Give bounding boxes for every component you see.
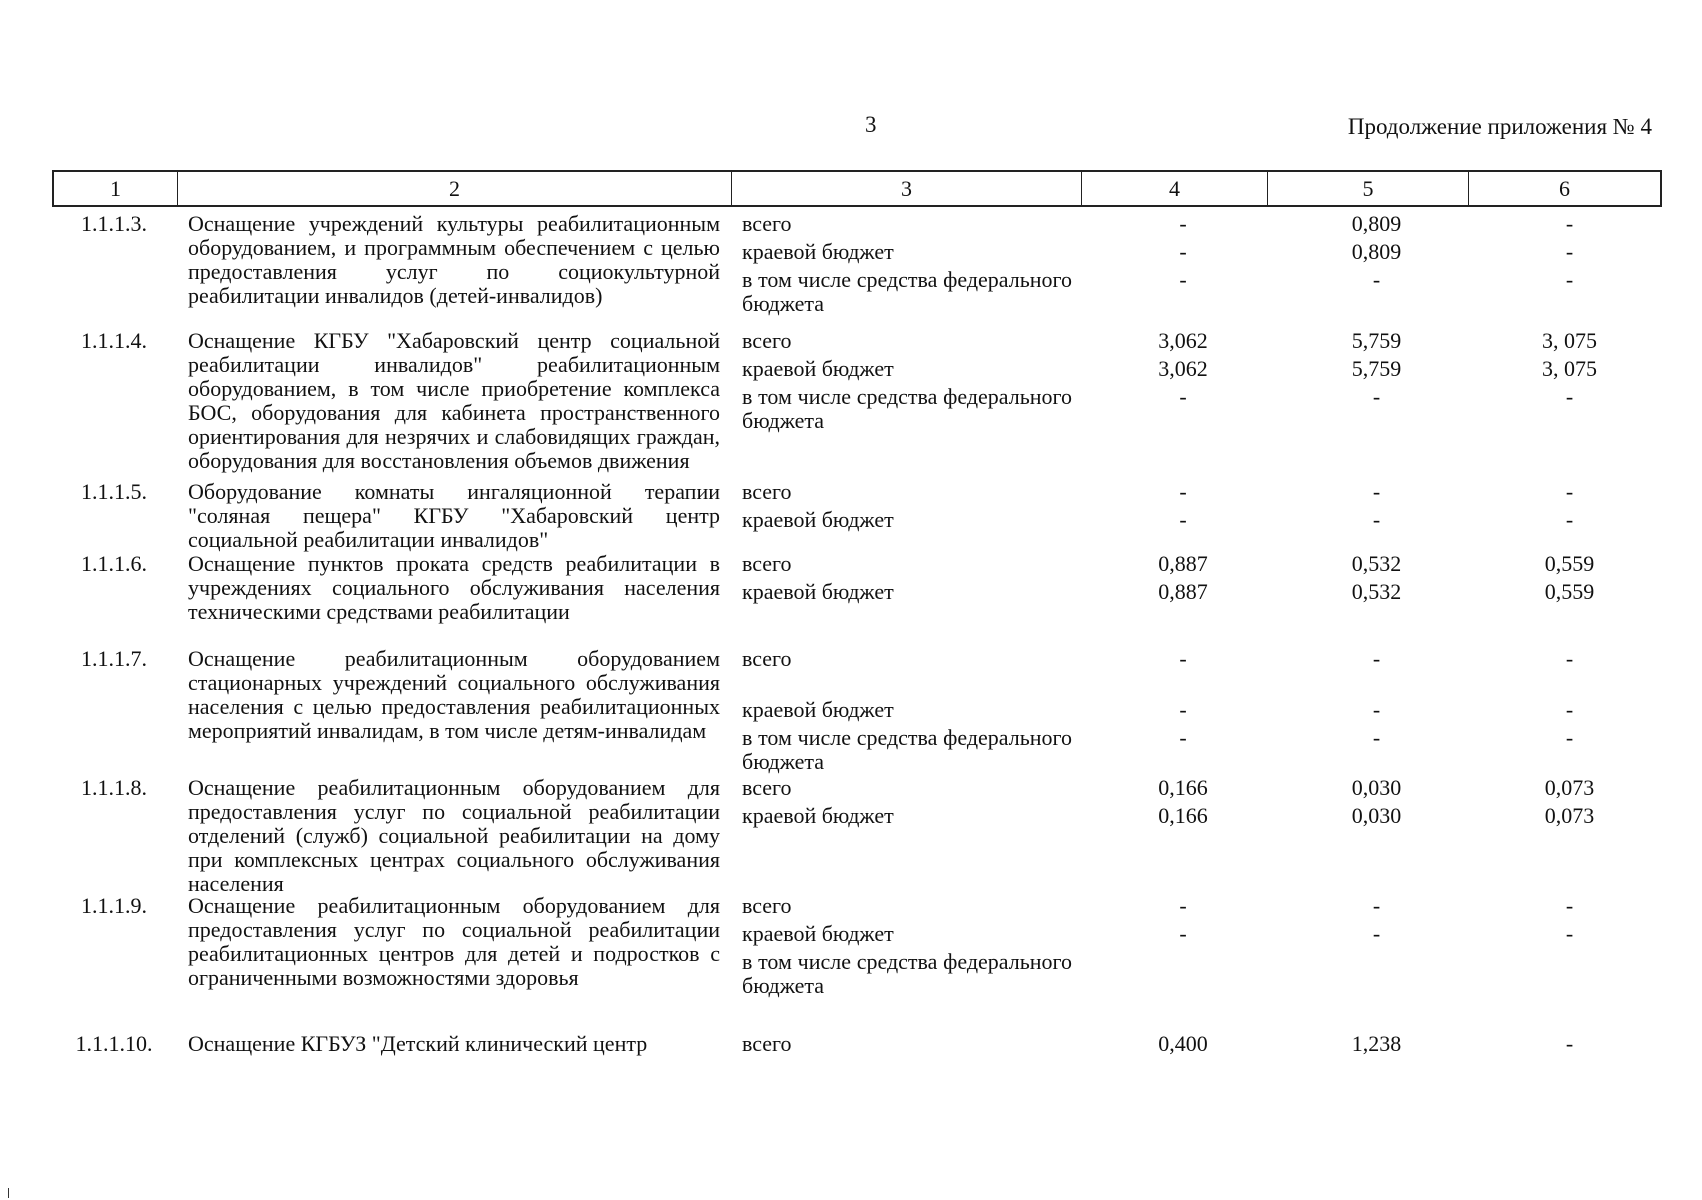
value-col-6: - xyxy=(1565,211,1574,236)
row-description: Оборудование комнаты ингаляционной терапии "соляная пещера" КГБУ "Хабаровский центр социальной реабилитации инвалидов" xyxy=(188,479,720,552)
value-col-6: - xyxy=(1565,239,1574,264)
row-description: Оснащение КГБУЗ "Детский клинический центр xyxy=(188,1031,648,1056)
funding-source-label: в том числе средства федерального бюджета xyxy=(742,384,1072,433)
funding-source-label: всего xyxy=(742,328,792,353)
value-col-6: - xyxy=(1565,1031,1574,1056)
value-col-4: 3,062 xyxy=(1158,328,1208,353)
value-col-6: 0,073 xyxy=(1544,775,1595,800)
row-description: Оснащение реабилитационным оборудованием для предоставления услуг по социальной реабилитации реабилитационных центров для детей и подростков с ограниченными возможностями здоровья xyxy=(188,893,720,990)
header-cell: 1 xyxy=(54,172,178,205)
value-col-5: 0,532 xyxy=(1351,551,1402,576)
value-col-4: 3,062 xyxy=(1158,356,1208,381)
value-col-4: 0,400 xyxy=(1158,1031,1208,1056)
value-col-6: - xyxy=(1565,479,1574,504)
value-col-6: 0,073 xyxy=(1544,803,1595,828)
page-number: 3 xyxy=(865,112,877,137)
value-col-4: - xyxy=(1179,479,1187,504)
row-number: 1.1.1.8. xyxy=(81,775,147,800)
value-col-6: 3, 075 xyxy=(1542,356,1597,381)
funding-source-label: краевой бюджет xyxy=(742,239,894,264)
row-number: 1.1.1.6. xyxy=(81,551,147,576)
value-col-5: - xyxy=(1372,267,1381,292)
funding-source-label: всего xyxy=(742,479,792,504)
funding-source-label: всего xyxy=(742,646,792,671)
funding-source-label: краевой бюджет xyxy=(742,507,894,532)
value-col-5: 1,238 xyxy=(1351,1031,1402,1056)
funding-source-label: всего xyxy=(742,893,792,918)
value-col-5: 0,030 xyxy=(1351,803,1402,828)
funding-source-label: краевой бюджет xyxy=(742,579,894,604)
value-col-4: 0,166 xyxy=(1158,803,1208,828)
value-col-5: - xyxy=(1372,893,1381,918)
funding-source-label: краевой бюджет xyxy=(742,803,894,828)
value-col-4: - xyxy=(1179,725,1187,750)
value-col-6: 0,559 xyxy=(1544,579,1595,604)
value-col-6: - xyxy=(1565,646,1574,671)
value-col-5: - xyxy=(1372,384,1381,409)
value-col-4: - xyxy=(1179,921,1187,946)
header-cell: 3 xyxy=(732,172,1082,205)
funding-source-label: всего xyxy=(742,1031,792,1056)
value-col-5: 0,809 xyxy=(1351,211,1402,236)
value-col-6: - xyxy=(1565,507,1574,532)
value-col-5: - xyxy=(1372,725,1381,750)
value-col-5: 5,759 xyxy=(1351,356,1402,381)
value-col-5: - xyxy=(1372,921,1381,946)
value-col-6: - xyxy=(1565,267,1574,292)
row-number: 1.1.1.9. xyxy=(81,893,147,918)
funding-source-label: всего xyxy=(742,775,792,800)
value-col-4: - xyxy=(1179,507,1187,532)
value-col-4: - xyxy=(1179,384,1187,409)
value-col-4: 0,166 xyxy=(1158,775,1208,800)
row-description: Оснащение пунктов проката средств реабилитации в учреждениях социального обслуживания населения техническими средствами реабилитации xyxy=(188,551,720,624)
value-col-4: - xyxy=(1179,267,1187,292)
value-col-6: - xyxy=(1565,697,1574,722)
row-description: Оснащение КГБУ "Хабаровский центр социальной реабилитации инвалидов" реабилитационным оборудованием, в том числе приобретение комплекса БОС, оборудования для кабинета пространственного ориентирования для незрячих и слабовидящих граждан, оборудования для восстановления объемов движения xyxy=(188,328,720,473)
header-cell: 5 xyxy=(1268,172,1469,205)
funding-source-label: краевой бюджет xyxy=(742,697,894,722)
value-col-6: 3, 075 xyxy=(1542,328,1597,353)
row-description: Оснащение реабилитационным оборудованием стационарных учреждений социального обслуживания населения с целью предоставления реабилитационных мероприятий инвалидам, в том числе детям-инвалидам xyxy=(188,646,720,743)
continuation-label: Продолжение приложения № 4 xyxy=(1347,114,1652,139)
funding-source-label: краевой бюджет xyxy=(742,921,894,946)
value-col-5: - xyxy=(1372,646,1381,671)
value-col-5: - xyxy=(1372,479,1381,504)
row-description: Оснащение реабилитационным оборудованием для предоставления услуг по социальной реабилитации отделений (служб) социальной реабилитации на дому при комплексных центрах социального обслуживания населения xyxy=(188,775,720,896)
value-col-4: - xyxy=(1179,646,1187,671)
value-col-5: - xyxy=(1372,697,1381,722)
row-number: 1.1.1.10. xyxy=(75,1031,153,1056)
row-number: 1.1.1.4. xyxy=(81,328,147,353)
header-cell: 4 xyxy=(1082,172,1268,205)
value-col-5: 5,759 xyxy=(1351,328,1402,353)
value-col-6: 0,559 xyxy=(1544,551,1595,576)
value-col-5: - xyxy=(1372,507,1381,532)
funding-source-label: краевой бюджет xyxy=(742,356,894,381)
header-cell: 6 xyxy=(1559,176,1570,201)
table-header xyxy=(52,170,1662,207)
value-col-4: - xyxy=(1179,239,1187,264)
value-col-6: - xyxy=(1565,921,1574,946)
value-col-6: - xyxy=(1565,893,1574,918)
row-number: 1.1.1.5. xyxy=(81,479,147,504)
value-col-4: - xyxy=(1179,697,1187,722)
header-cell: 2 xyxy=(178,172,732,205)
scan-edge-mark xyxy=(8,1188,9,1198)
row-description: Оснащение учреждений культуры реабилитационным оборудованием, и программным обеспечением с целью предоставления услуг по социокультурной реабилитации инвалидов (детей-инвалидов) xyxy=(188,211,720,308)
value-col-5: 0,809 xyxy=(1351,239,1402,264)
value-col-4: - xyxy=(1179,893,1187,918)
funding-source-label: в том числе средства федерального бюджета xyxy=(742,267,1072,316)
value-col-6: - xyxy=(1565,384,1574,409)
funding-source-label: в том числе средства федерального бюджета xyxy=(742,725,1072,774)
funding-source-label: всего xyxy=(742,211,792,236)
row-number: 1.1.1.3. xyxy=(81,211,147,236)
value-col-4: - xyxy=(1179,211,1187,236)
value-col-4: 0,887 xyxy=(1158,551,1208,576)
row-number: 1.1.1.7. xyxy=(81,646,147,671)
value-col-6: - xyxy=(1565,725,1574,750)
funding-source-label: всего xyxy=(742,551,792,576)
value-col-5: 0,030 xyxy=(1351,775,1402,800)
funding-source-label: в том числе средства федерального бюджета xyxy=(742,949,1072,998)
value-col-5: 0,532 xyxy=(1351,579,1402,604)
value-col-4: 0,887 xyxy=(1158,579,1208,604)
